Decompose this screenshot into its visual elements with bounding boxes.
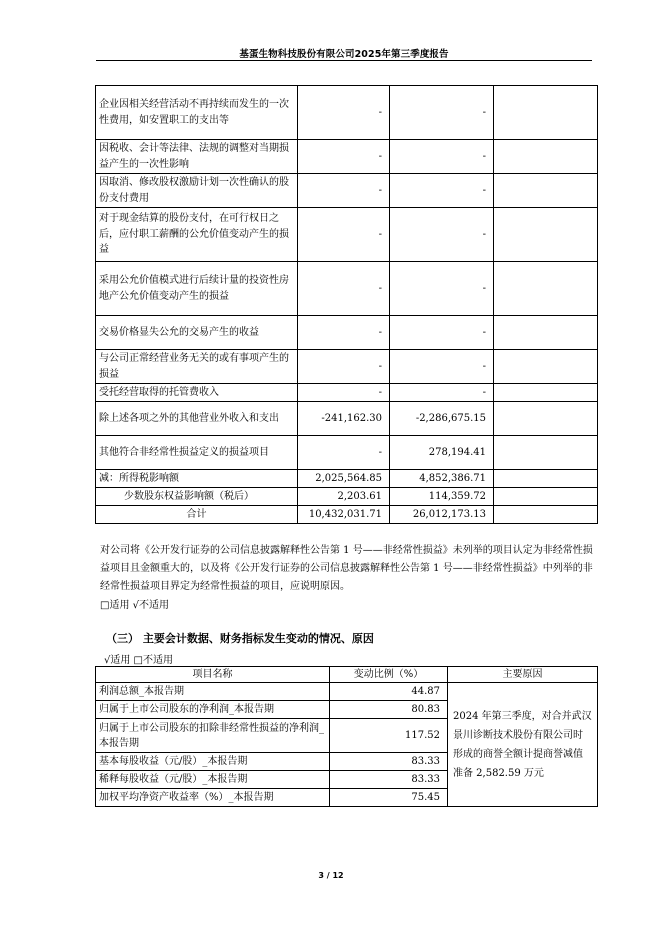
row-note xyxy=(494,316,598,350)
item-name: 归属于上市公司股东的净利润_本报告期 xyxy=(96,701,330,719)
change-ratio: 83.33 xyxy=(330,753,448,771)
row-note xyxy=(494,488,598,506)
current-period-value: - xyxy=(298,174,390,208)
explanation-text: 对公司将《公开发行证券的公司信息披露解释性公告第 1 号——非经常性损益》未列举的项目认定为非经常性损益项目且金额重大的，以及将《公开发行证券的公司信息披露解释性公告第 1 号——非经常性损益》中列举的非经常性损益项目界定为经常性损益的项目，应说明原因。 xyxy=(100,545,593,593)
year-to-date-value: - xyxy=(390,262,494,316)
table-row xyxy=(96,384,598,402)
table-row xyxy=(96,683,598,701)
current-period-value: - xyxy=(298,316,390,350)
change-ratio: 75.45 xyxy=(330,789,448,807)
row-note xyxy=(494,174,598,208)
table-row xyxy=(96,262,598,316)
current-period-value: - xyxy=(298,86,390,140)
row-label: 受托经营取得的托管费收入 xyxy=(96,384,298,402)
table-row xyxy=(96,140,598,174)
row-label: 交易价格显失公允的交易产生的收益 xyxy=(96,316,298,350)
section-title: （三） 主要会计数据、财务指标发生变动的情况、原因 xyxy=(106,632,374,645)
change-ratio: 44.87 xyxy=(330,683,448,701)
row-note xyxy=(494,470,598,488)
header-divider xyxy=(96,60,592,61)
current-period-value: 2,203.61 xyxy=(298,488,390,506)
year-to-date-value: 26,012,173.13 xyxy=(390,506,494,524)
row-label: 减：所得税影响额 xyxy=(96,470,298,488)
main-reason: 2024 年第三季度，对合并武汉景川诊断技术股份有限公司时形成的商誉全额计提商誉减值准备 2,582.59 万元 xyxy=(448,683,598,807)
table-row xyxy=(96,488,598,506)
row-label: 因税收、会计等法律、法规的调整对当期损益产生的一次性影响 xyxy=(96,140,298,174)
row-note xyxy=(494,262,598,316)
row-label: 其他符合非经常性损益定义的损益项目 xyxy=(96,436,298,470)
row-note xyxy=(494,208,598,262)
year-to-date-value: - xyxy=(390,350,494,384)
current-period-value: - xyxy=(298,262,390,316)
row-label: 合计 xyxy=(96,506,298,524)
row-note xyxy=(494,350,598,384)
current-period-value: - xyxy=(298,436,390,470)
header-reason: 主要原因 xyxy=(448,667,598,683)
non-recurring-items-table xyxy=(95,85,598,524)
table-row xyxy=(96,350,598,384)
row-note xyxy=(494,86,598,140)
page-number: 3 / 12 xyxy=(318,871,344,880)
table-row xyxy=(96,174,598,208)
year-to-date-value: 4,852,386.71 xyxy=(390,470,494,488)
row-note xyxy=(494,436,598,470)
key-changes-table xyxy=(95,666,598,807)
year-to-date-value: - xyxy=(390,208,494,262)
item-name: 加权平均净资产收益率（%）_本报告期 xyxy=(96,789,330,807)
year-to-date-value: - xyxy=(390,316,494,350)
year-to-date-value: 114,359.72 xyxy=(390,488,494,506)
change-ratio: 83.33 xyxy=(330,771,448,789)
table-row xyxy=(96,470,598,488)
change-ratio: 117.52 xyxy=(330,719,448,753)
item-name: 稀释每股收益（元/股）_本报告期 xyxy=(96,771,330,789)
table-row xyxy=(96,86,598,140)
table-row xyxy=(96,208,598,262)
table-row xyxy=(96,506,598,524)
year-to-date-value: -2,286,675.15 xyxy=(390,402,494,436)
table-header-row xyxy=(96,667,598,683)
row-label: 对于现金结算的股份支付，在可行权日之后，应付职工薪酬的公允价值变动产生的损益 xyxy=(96,208,298,262)
item-name: 利润总额_本报告期 xyxy=(96,683,330,701)
table-row xyxy=(96,436,598,470)
row-label: 与公司正常经营业务无关的或有事项产生的损益 xyxy=(96,350,298,384)
row-label: 采用公允价值模式进行后续计量的投资性房地产公允价值变动产生的损益 xyxy=(96,262,298,316)
row-label: 少数股东权益影响额（税后） xyxy=(96,488,298,506)
item-name: 基本每股收益（元/股）_本报告期 xyxy=(96,753,330,771)
table-row xyxy=(96,316,598,350)
current-period-value: -241,162.30 xyxy=(298,402,390,436)
current-period-value: - xyxy=(298,208,390,262)
row-note xyxy=(494,402,598,436)
item-name: 归属于上市公司股东的扣除非经常性损益的净利润_本报告期 xyxy=(96,719,330,753)
row-note xyxy=(494,506,598,524)
current-period-value: - xyxy=(298,350,390,384)
row-note xyxy=(494,384,598,402)
current-period-value: 10,432,031.71 xyxy=(298,506,390,524)
current-period-value: - xyxy=(298,140,390,174)
report-header: 基蛋生物科技股份有限公司2025年第三季度报告 xyxy=(239,49,449,60)
year-to-date-value: 278,194.41 xyxy=(390,436,494,470)
change-ratio: 80.83 xyxy=(330,701,448,719)
explanation-paragraph xyxy=(100,542,596,615)
table-row xyxy=(96,402,598,436)
header-item: 项目名称 xyxy=(96,667,330,683)
header-ratio: 变动比例（%） xyxy=(330,667,448,683)
row-label: 企业因相关经营活动不再持续而发生的一次性费用，如安置职工的支出等 xyxy=(96,86,298,140)
year-to-date-value: - xyxy=(390,174,494,208)
applicability-status: □适用 √不适用 xyxy=(100,599,169,611)
year-to-date-value: - xyxy=(390,384,494,402)
year-to-date-value: - xyxy=(390,86,494,140)
current-period-value: 2,025,564.85 xyxy=(298,470,390,488)
current-period-value: - xyxy=(298,384,390,402)
row-label: 因取消、修改股权激励计划一次性确认的股份支付费用 xyxy=(96,174,298,208)
row-label: 除上述各项之外的其他营业外收入和支出 xyxy=(96,402,298,436)
row-note xyxy=(494,140,598,174)
section-applicability: √适用 □不适用 xyxy=(104,655,173,666)
year-to-date-value: - xyxy=(390,140,494,174)
